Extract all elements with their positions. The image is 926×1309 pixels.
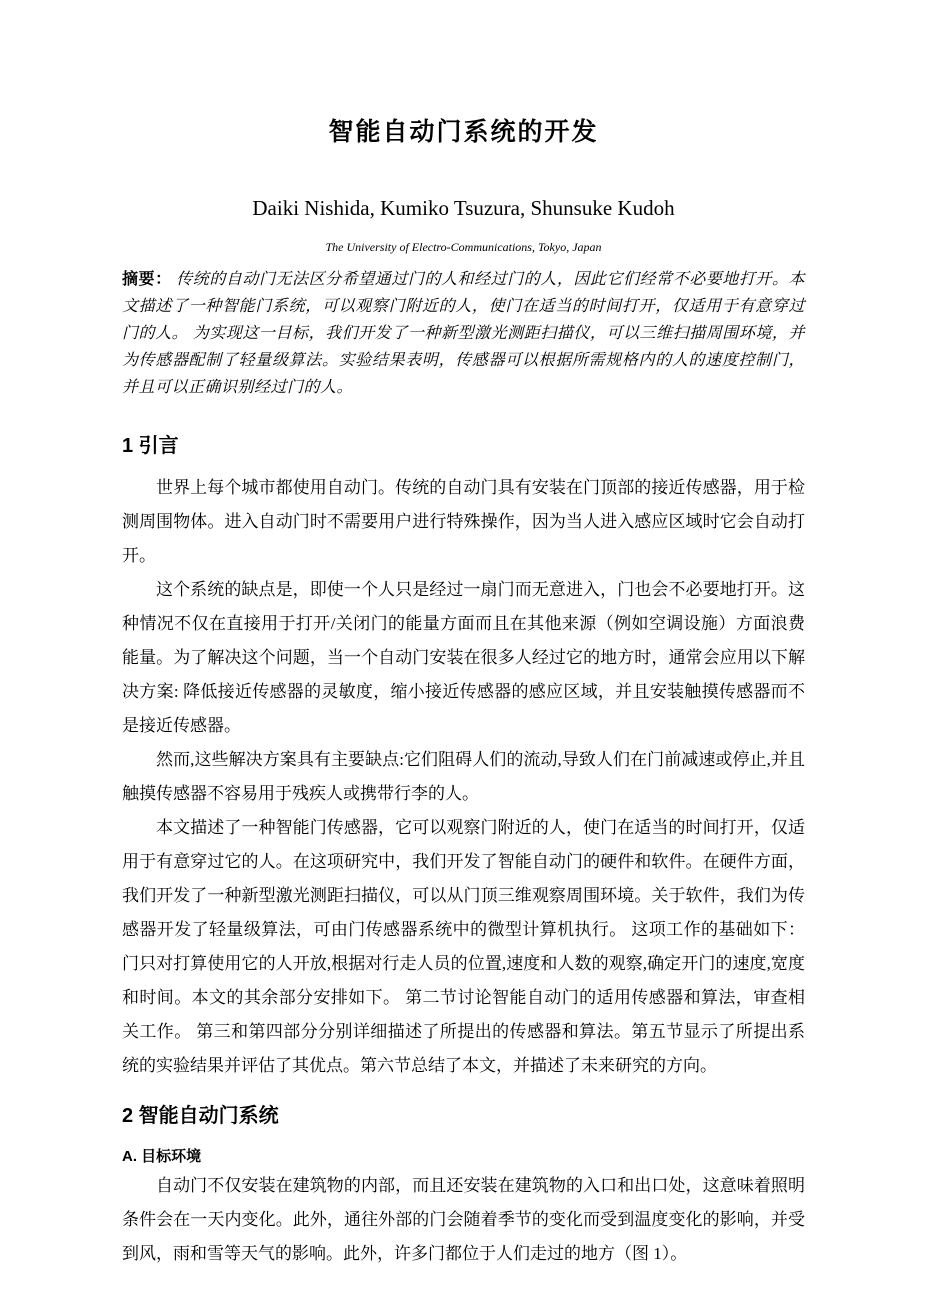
paper-authors: Daiki Nishida, Kumiko Tsuzura, Shunsuke Kudoh: [252, 196, 675, 220]
section-2-heading: 2 智能自动门系统: [122, 1105, 279, 1127]
section-1-paragraph-3: 然而,这些解决方案具有主要缺点:它们阻碍人们的流动,导致人们在门前减速或停止,并且触摸传感器不容易用于残疾人或携带行李的人。: [122, 750, 805, 803]
subsection-a-heading: A. 目标环境: [122, 1148, 202, 1165]
paper-affiliation: The University of Electro-Communications, Tokyo, Japan: [325, 240, 602, 254]
section-1-paragraph-2: 这个系统的缺点是，即使一个人只是经过一扇门而无意进入，门也会不必要地打开。这种情况不仅在直接用于打开/关闭门的能量方面而且在其他来源（例如空调设施）方面浪费能量。为了解决这个问题，当一个自动门安装在很多人经过它的地方时，通常会应用以下解决方案: 降低接近传感器的灵敏度，缩小接近传感器的感应区域，并且安装触摸传感器而不是接近传感器。: [122, 580, 805, 735]
abstract-block: [122, 266, 805, 401]
section-1-paragraph-1: 世界上每个城市都使用自动门。传统的自动门具有安装在门顶部的接近传感器，用于检测周围物体。进入自动门时不需要用户进行特殊操作，因为当人进入感应区域时它会自动打开。: [122, 478, 805, 565]
abstract-label: 摘要：: [122, 271, 172, 288]
section-2-paragraph-1: 自动门不仅安装在建筑物的内部，而且还安装在建筑物的入口和出口处，这意味着照明条件会在一天内变化。此外，通往外部的门会随着季节的变化而受到温度变化的影响，并受到风，雨和雪等天气的影响。此外，许多门都位于人们走过的地方（图 1）。: [122, 1176, 805, 1263]
paper-title: 智能自动门系统的开发: [328, 118, 599, 146]
section-1-heading: 1 引言: [122, 435, 179, 457]
section-1-paragraph-4: 本文描述了一种智能门传感器，它可以观察门附近的人，使门在适当的时间打开，仅适用于有意穿过它的人。在这项研究中，我们开发了智能自动门的硬件和软件。在硬件方面，我们开发了一种新型激光测距扫描仪，可以从门顶三维观察周围环境。关于软件，我们为传感器开发了轻量级算法，可由门传感器系统中的微型计算机执行。 这项工作的基础如下：门只对打算使用它的人开放,根据对行走人员的位置,速度和人数的观察,确定开门的速度,宽度和时间。本文的其余部分安排如下。 第二节讨论智能自动门的适用传感器和算法，审查相关工作。 第三和第四部分分别详细描述了所提出的传感器和算法。第五节显示了所提出系统的实验结果并评估了其优点。第六节总结了本文，并描述了未来研究的方向。: [122, 818, 805, 1075]
abstract-text: 传统的自动门无法区分希望通过门的人和经过门的人，因此它们经常不必要地打开。本文描述了一种智能门系统，可以观察门附近的人，使门在适当的时间打开，仅适用于有意穿过门的人。 为实现这一目标，我们开发了一种新型激光测距扫描仪，可以三维扫描周围环境，并为传感器配制了轻量级算法。实验结果表明，传感器可以根据所需规格内的人的速度控制门，并且可以正确识别经过门的人。: [122, 271, 805, 396]
